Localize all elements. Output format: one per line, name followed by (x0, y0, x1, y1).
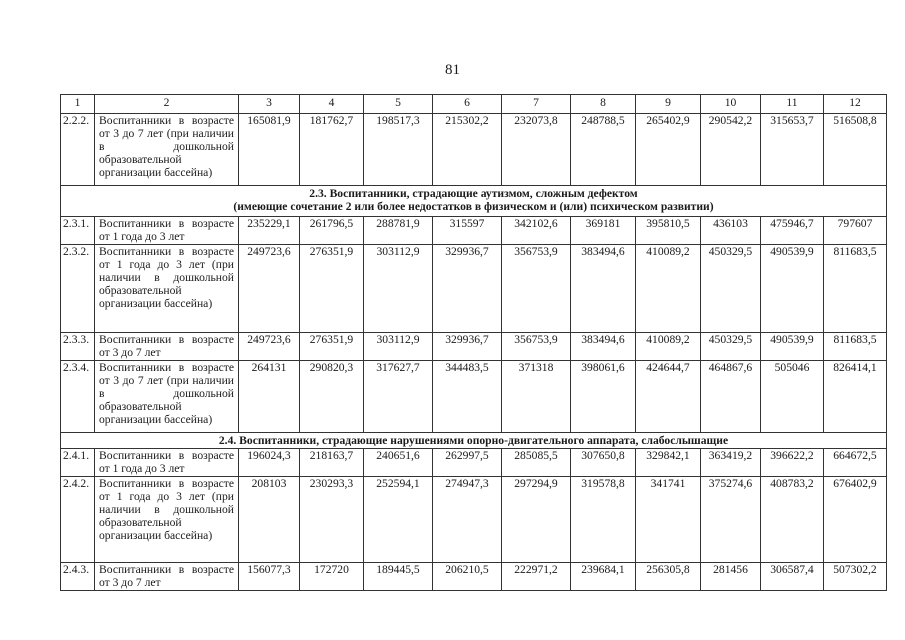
row-description: Воспитанники в возрасте от 3 до 7 лет (при наличии в дошкольной образовательной организации бассейна) (95, 114, 239, 186)
header-cell: 12 (824, 95, 887, 114)
row-description: Воспитанники в возрасте от 1 года до 3 лет (95, 217, 239, 245)
value-cell: 249723,6 (239, 245, 300, 333)
value-cell: 303112,9 (364, 245, 433, 333)
section-heading (61, 433, 887, 449)
value-cell: 490539,9 (761, 245, 824, 333)
row-description: Воспитанники в возрасте от 1 года до 3 лет (при наличии в дошкольной образовательной организации бассейна) (95, 477, 239, 563)
tariff-table (60, 94, 887, 591)
header-cell: 11 (761, 95, 824, 114)
value-cell: 206210,5 (433, 563, 502, 591)
table-row (61, 245, 887, 333)
value-cell: 356753,9 (502, 245, 571, 333)
value-cell: 464867,6 (701, 361, 761, 433)
row-description: Воспитанники в возрасте от 1 года до 3 лет (95, 449, 239, 477)
row-description: Воспитанники в возрасте от 1 года до 3 лет (при наличии в дошкольной образовательной организации бассейна) (95, 245, 239, 333)
value-cell: 375274,6 (701, 477, 761, 563)
value-cell: 315597 (433, 217, 502, 245)
value-cell: 516508,8 (824, 114, 887, 186)
table-row (61, 477, 887, 563)
value-cell: 329936,7 (433, 333, 502, 361)
row-number: 2.3.2. (61, 245, 95, 333)
row-description: Воспитанники в возрасте от 3 до 7 лет (95, 563, 239, 591)
table-row (61, 217, 887, 245)
value-cell: 342102,6 (502, 217, 571, 245)
table-row (61, 114, 887, 186)
value-cell: 811683,5 (824, 245, 887, 333)
value-cell: 475946,7 (761, 217, 824, 245)
value-cell: 811683,5 (824, 333, 887, 361)
value-cell: 410089,2 (636, 245, 701, 333)
table-body (61, 95, 887, 591)
value-cell: 265402,9 (636, 114, 701, 186)
value-cell: 235229,1 (239, 217, 300, 245)
section-heading-row (61, 186, 887, 217)
row-description: Воспитанники в возрасте от 3 до 7 лет (95, 333, 239, 361)
value-cell: 198517,3 (364, 114, 433, 186)
section-heading-line: 2.3. Воспитанники, страдающие аутизмом, сложным дефектом (309, 187, 638, 200)
value-cell: 215302,2 (433, 114, 502, 186)
value-cell: 383494,6 (571, 245, 636, 333)
value-cell: 329842,1 (636, 449, 701, 477)
value-cell: 196024,3 (239, 449, 300, 477)
value-cell: 261796,5 (300, 217, 364, 245)
row-number: 2.3.3. (61, 333, 95, 361)
section-heading-line: 2.4. Воспитанники, страдающие нарушениями опорно-двигательного аппарата, слабослышащие (218, 434, 729, 447)
value-cell: 290820,3 (300, 361, 364, 433)
value-cell: 826414,1 (824, 361, 887, 433)
header-cell: 5 (364, 95, 433, 114)
value-cell: 329936,7 (433, 245, 502, 333)
value-cell: 208103 (239, 477, 300, 563)
header-cell: 9 (636, 95, 701, 114)
value-cell: 249723,6 (239, 333, 300, 361)
value-cell: 156077,3 (239, 563, 300, 591)
row-number: 2.4.3. (61, 563, 95, 591)
value-cell: 319578,8 (571, 477, 636, 563)
value-cell: 396622,2 (761, 449, 824, 477)
header-row (61, 95, 887, 114)
value-cell: 369181 (571, 217, 636, 245)
value-cell: 276351,9 (300, 333, 364, 361)
value-cell: 505046 (761, 361, 824, 433)
value-cell: 252594,1 (364, 477, 433, 563)
value-cell: 797607 (824, 217, 887, 245)
section-heading-row (61, 433, 887, 449)
value-cell: 307650,8 (571, 449, 636, 477)
value-cell: 424644,7 (636, 361, 701, 433)
value-cell: 664672,5 (824, 449, 887, 477)
table-row (61, 333, 887, 361)
header-cell: 10 (701, 95, 761, 114)
table-row (61, 563, 887, 591)
value-cell: 490539,9 (761, 333, 824, 361)
header-cell: 3 (239, 95, 300, 114)
value-cell: 297294,9 (502, 477, 571, 563)
value-cell: 315653,7 (761, 114, 824, 186)
value-cell: 676402,9 (824, 477, 887, 563)
row-description: Воспитанники в возрасте от 3 до 7 лет (при наличии в дошкольной образовательной организации бассейна) (95, 361, 239, 433)
value-cell: 408783,2 (761, 477, 824, 563)
value-cell: 281456 (701, 563, 761, 591)
value-cell: 189445,5 (364, 563, 433, 591)
value-cell: 264131 (239, 361, 300, 433)
header-cell: 6 (433, 95, 502, 114)
value-cell: 383494,6 (571, 333, 636, 361)
value-cell: 317627,7 (364, 361, 433, 433)
value-cell: 232073,8 (502, 114, 571, 186)
row-number: 2.3.1. (61, 217, 95, 245)
table-row (61, 449, 887, 477)
value-cell: 303112,9 (364, 333, 433, 361)
value-cell: 218163,7 (300, 449, 364, 477)
row-number: 2.4.2. (61, 477, 95, 563)
value-cell: 395810,5 (636, 217, 701, 245)
header-cell: 7 (502, 95, 571, 114)
value-cell: 507302,2 (824, 563, 887, 591)
value-cell: 290542,2 (701, 114, 761, 186)
value-cell: 222971,2 (502, 563, 571, 591)
value-cell: 230293,3 (300, 477, 364, 563)
value-cell: 240651,6 (364, 449, 433, 477)
value-cell: 248788,5 (571, 114, 636, 186)
header-cell: 4 (300, 95, 364, 114)
value-cell: 410089,2 (636, 333, 701, 361)
value-cell: 398061,6 (571, 361, 636, 433)
value-cell: 341741 (636, 477, 701, 563)
value-cell: 356753,9 (502, 333, 571, 361)
value-cell: 262997,5 (433, 449, 502, 477)
header-cell: 1 (61, 95, 95, 114)
row-number: 2.2.2. (61, 114, 95, 186)
table-row (61, 361, 887, 433)
value-cell: 172720 (300, 563, 364, 591)
value-cell: 363419,2 (701, 449, 761, 477)
value-cell: 450329,5 (701, 333, 761, 361)
value-cell: 165081,9 (239, 114, 300, 186)
page-number: 81 (445, 62, 460, 78)
value-cell: 274947,3 (433, 477, 502, 563)
value-cell: 285085,5 (502, 449, 571, 477)
value-cell: 256305,8 (636, 563, 701, 591)
value-cell: 239684,1 (571, 563, 636, 591)
header-cell: 8 (571, 95, 636, 114)
value-cell: 344483,5 (433, 361, 502, 433)
value-cell: 306587,4 (761, 563, 824, 591)
value-cell: 288781,9 (364, 217, 433, 245)
section-heading (61, 186, 887, 217)
row-number: 2.3.4. (61, 361, 95, 433)
value-cell: 276351,9 (300, 245, 364, 333)
value-cell: 450329,5 (701, 245, 761, 333)
value-cell: 181762,7 (300, 114, 364, 186)
row-number: 2.4.1. (61, 449, 95, 477)
section-heading-line: (имеющие сочетание 2 или более недостатков в физическом и (или) психическом развитии) (233, 200, 714, 213)
value-cell: 371318 (502, 361, 571, 433)
header-cell: 2 (95, 95, 239, 114)
value-cell: 436103 (701, 217, 761, 245)
